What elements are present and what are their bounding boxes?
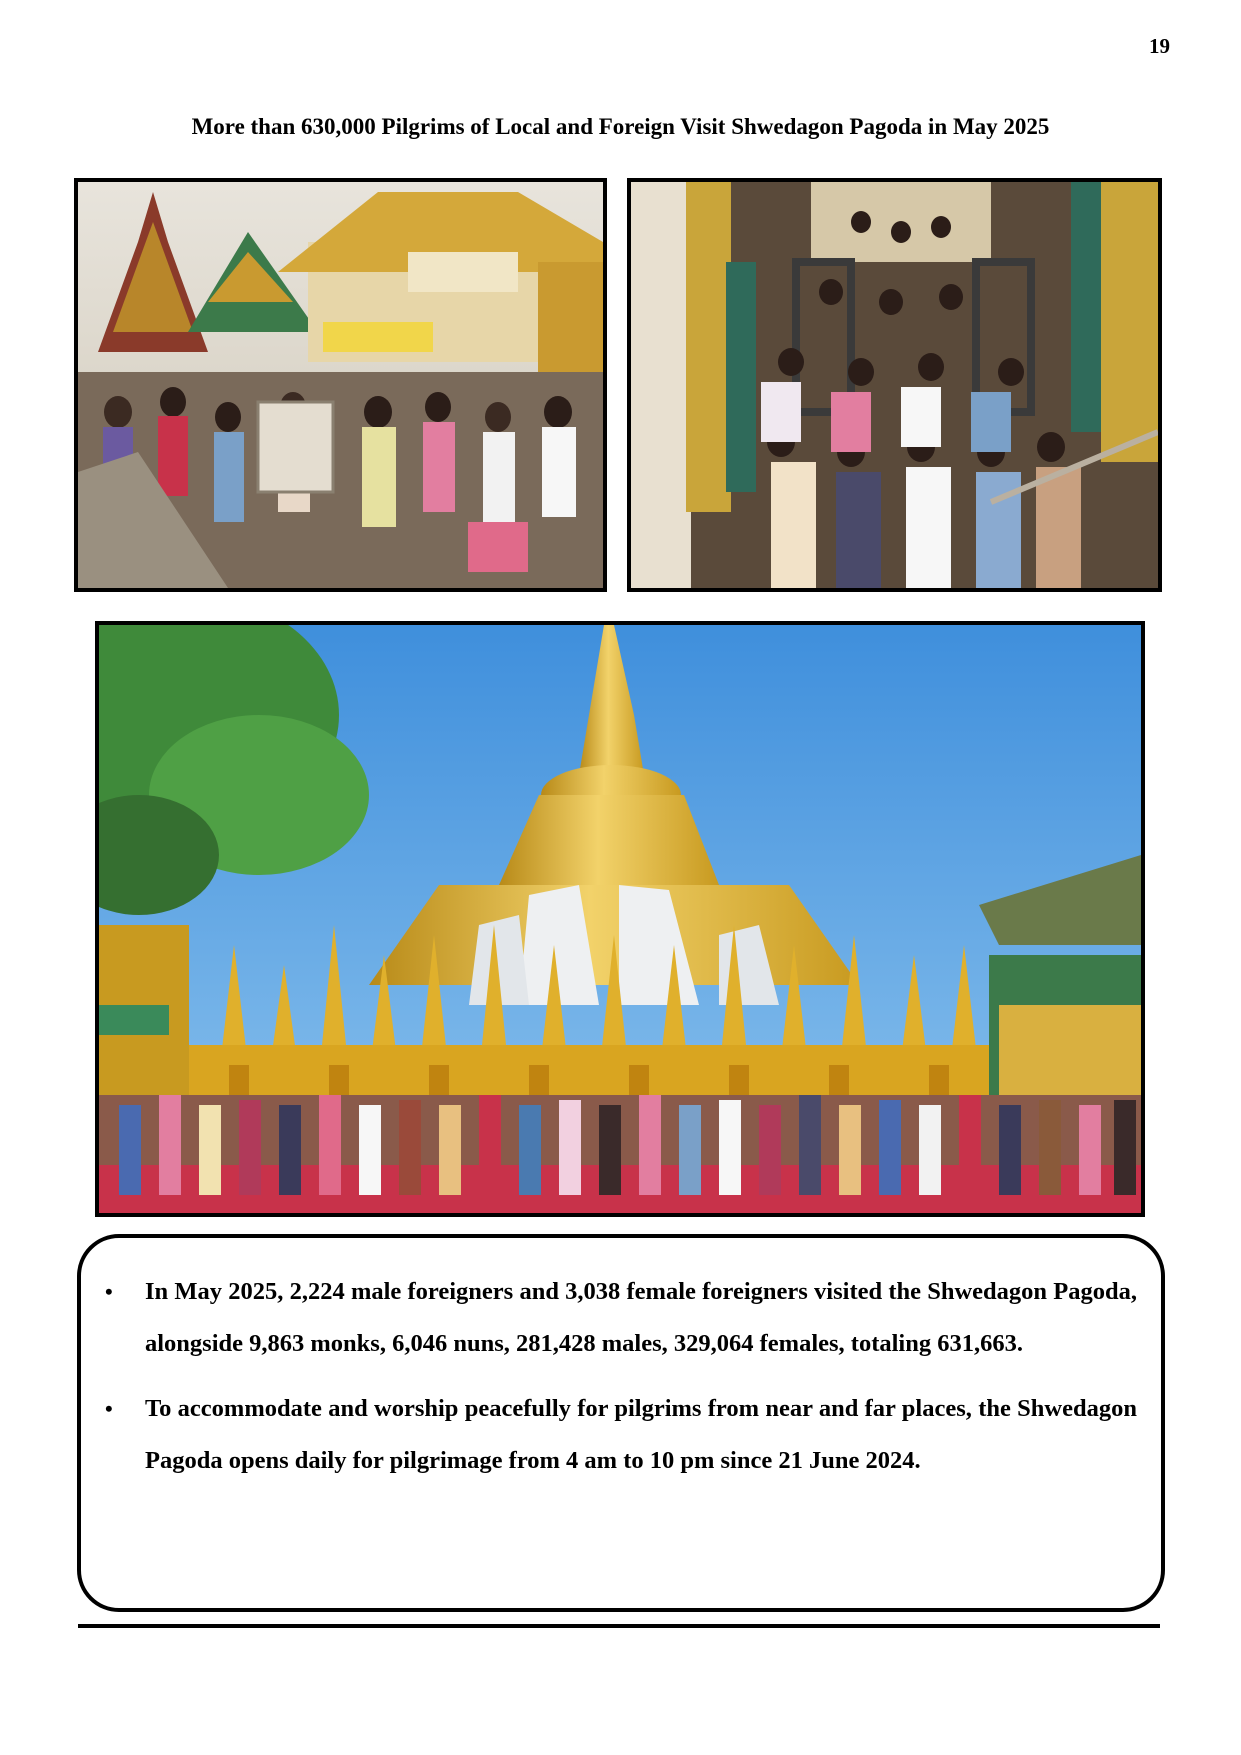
info-bullet-hours-text: To accommodate and worship peacefully for pilgrims from near and far places, the Shwedagon Pagoda opens daily for pilgrimage from 4 am to 10 pm since 21 June 2024. bbox=[145, 1395, 1137, 1474]
photo-security-gates bbox=[627, 178, 1162, 592]
photo-security-gates-image bbox=[631, 182, 1158, 588]
info-bullet-list bbox=[105, 1266, 1137, 1487]
bottom-rule bbox=[78, 1624, 1160, 1628]
info-bullet-visitors-text: In May 2025, 2,224 male foreigners and 3,038 female foreigners visited the Shwedagon Pagoda, alongside 9,863 monks, 6,046 nuns, 281,428 males, 329,064 females, totaling 631,663. bbox=[145, 1278, 1137, 1357]
bullet-glyph: • bbox=[105, 1279, 113, 1304]
page-headline: More than 630,000 Pilgrims of Local and Foreign Visit Shwedagon Pagoda in May 2025 bbox=[191, 114, 1050, 139]
info-bullet-hours bbox=[105, 1383, 1137, 1487]
info-box bbox=[77, 1234, 1165, 1612]
photo-golden-stupa bbox=[95, 621, 1145, 1217]
bullet-glyph: • bbox=[105, 1396, 113, 1421]
page-number: 19 bbox=[1149, 34, 1170, 58]
photo-crowd-entrance-image bbox=[78, 182, 603, 588]
info-bullet-visitors bbox=[105, 1266, 1137, 1370]
photo-crowd-entrance bbox=[74, 178, 607, 592]
photo-golden-stupa-image bbox=[99, 625, 1141, 1213]
